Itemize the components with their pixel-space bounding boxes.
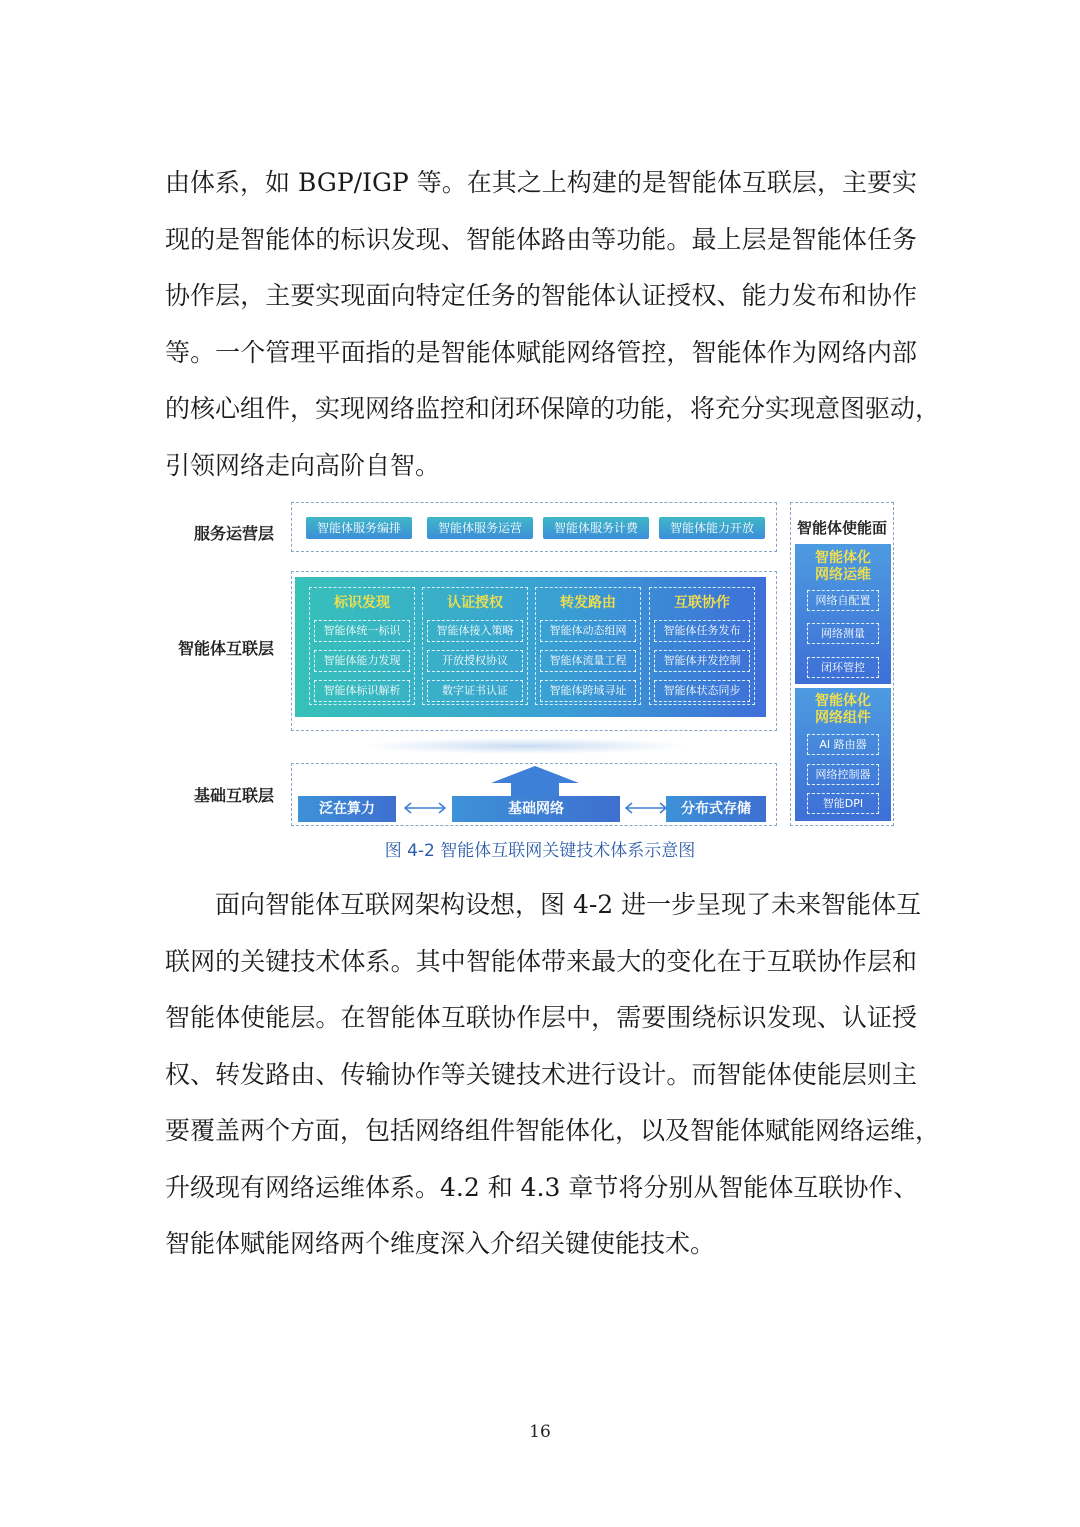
text-line: 引领网络走向高阶自智。 [165,450,441,480]
text-line: 现的是智能体的标识发现、智能体路由等功能。最上层是智能体任务 [165,224,917,254]
layer-label-interconnect: 智能体互联层 [178,639,275,658]
paragraph-intro [165,155,941,494]
service-item: 智能体服务计费 [543,517,649,539]
column-item: 智能体并发控制 [654,650,750,672]
text-line: 要覆盖两个方面，包括网络组件智能体化，以及智能体赋能网络运维， [165,1116,941,1145]
column-auth [422,587,528,705]
column-item: 智能体动态组网 [540,620,636,642]
enable-section-components [795,688,891,821]
enable-plane-title: 智能体使能面 [796,519,887,537]
column-item: 智能体接入策略 [427,620,523,642]
text-line: 协作层，主要实现面向特定任务的智能体认证授权、能力发布和协作 [165,281,917,310]
column-routing [535,587,641,705]
glow-divider [360,738,690,754]
column-item: 智能体标识解析 [314,680,410,702]
enable-item: 网络测量 [807,623,879,644]
column-title: 认证授权 [447,595,503,611]
text-line: 面向智能体互联网架构设想，图 4-2 进一步呈现了未来智能体互 [215,890,922,919]
column-collab [649,587,755,705]
enable-item: 网络控制器 [807,764,879,785]
base-item: 分布式存储 [666,796,766,822]
text-line: 智能体使能层。在智能体互联协作层中，需要围绕标识发现、认证授 [165,1003,917,1032]
base-item: 泛在算力 [298,796,396,822]
section-title-line: 智能体化 [815,693,871,709]
column-item: 开放授权协议 [427,650,523,672]
enable-section-ops [795,544,891,684]
column-item: 智能体任务发布 [654,620,750,642]
service-item: 智能体能力开放 [659,517,765,539]
architecture-diagram [170,500,900,830]
interconnect-panel [295,577,766,717]
layer-label-service: 服务运营层 [194,524,275,543]
column-item: 数字证书认证 [427,680,523,702]
page-number: 16 [529,1422,551,1442]
section-title-line: 网络运维 [815,567,871,583]
column-item: 智能体统一标识 [314,620,410,642]
section-title-line: 智能体化 [815,550,871,566]
service-item: 智能体服务运营 [427,517,533,539]
column-item: 智能体跨域寻址 [540,680,636,702]
figure-caption: 图 4-2 智能体互联网关键技术体系示意图 [384,841,696,861]
column-item: 智能体状态同步 [654,680,750,702]
enable-item: 闭环管控 [807,657,879,678]
column-identify [309,587,415,705]
double-arrow-icon [401,800,449,816]
text-line: 由体系，如 BGP/IGP 等。在其之上构建的是智能体互联层，主要实 [165,168,917,197]
enable-item: 智能DPI [807,793,879,814]
column-title: 转发路由 [560,595,616,611]
enable-item: 网络自配置 [807,590,879,611]
paragraph-body [165,877,941,1273]
text-line: 智能体赋能网络两个维度深入介绍关键使能技术。 [165,1229,716,1258]
enable-item: AI 路由器 [807,734,879,755]
base-item: 基础网络 [452,796,620,822]
service-item: 智能体服务编排 [306,517,412,539]
column-title: 互联协作 [674,595,730,611]
column-item: 智能体能力发现 [314,650,410,672]
column-item: 智能体流量工程 [540,650,636,672]
text-line: 权、转发路由、传输协作等关键技术进行设计。而智能体使能层则主 [165,1059,917,1089]
column-title: 标识发现 [334,595,390,611]
text-line: 升级现有网络运维体系。4.2 和 4.3 章节将分别从智能体互联协作、 [165,1172,919,1202]
up-arrow-icon [491,766,579,796]
text-line: 等。一个管理平面指的是智能体赋能网络管控，智能体作为网络内部 [165,337,917,367]
double-arrow-icon [622,800,670,816]
text-line: 联网的关键技术体系。其中智能体带来最大的变化在于互联协作层和 [165,946,917,976]
section-title-line: 网络组件 [815,710,871,726]
text-line: 的核心组件，实现网络监控和闭环保障的功能，将充分实现意图驱动， [165,394,941,423]
layer-label-base: 基础互联层 [194,786,275,805]
enable-plane-box [790,502,894,826]
